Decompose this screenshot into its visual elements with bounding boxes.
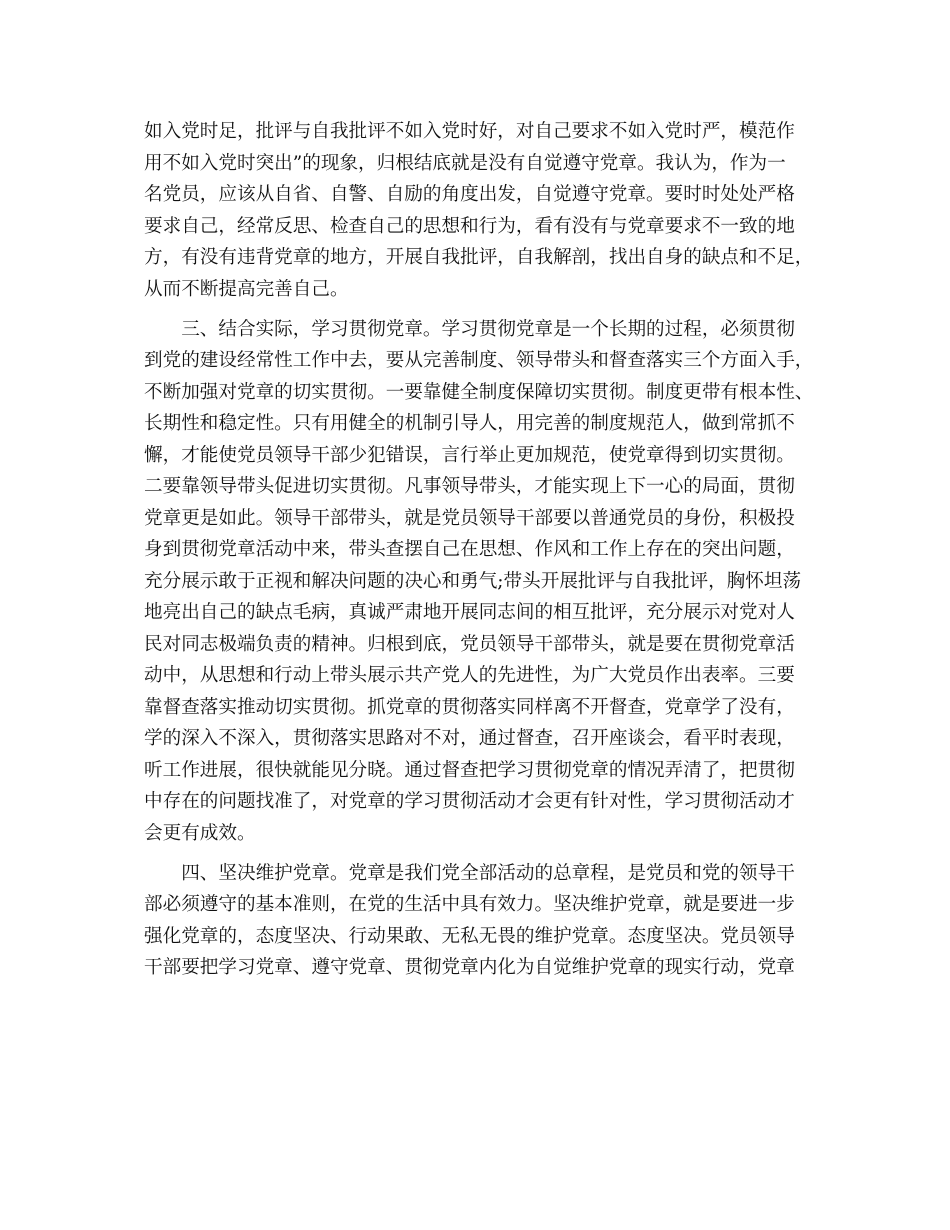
text-line: 靠督查落实推动切实贯彻。抓党章的贯彻落实同样离不开督查，党章学了没有，	[144, 696, 795, 718]
text-line: 部必须遵守的基本准则，在党的生活中具有效力。坚决维护党章，就是要进一步	[144, 894, 795, 915]
text-line: 干部要把学习党章、遵守党章、贯彻党章内化为自觉维护党章的现实行动，党章	[144, 957, 795, 978]
text-line: 党章更是如此。领导干部带头，就是党员领导干部要以普通党员的身份，积极投	[144, 507, 795, 529]
text-line: 听工作进展，很快就能见分晓。通过督查把学习贯彻党章的情况弄清了，把贯彻	[144, 759, 795, 781]
paragraph	[144, 858, 814, 984]
text-line: 要求自己，经常反思、检查自己的思想和行为，看有没有与党章要求不一致的地	[144, 215, 795, 237]
text-line: 名党员，应该从自省、自警、自励的角度出发，自觉遵守党章。要时时处处严格	[144, 184, 795, 205]
text-line: 方，有没有违背党章的地方，开展自我批评，自我解剖，找出自身的缺点和不足，	[144, 247, 814, 268]
paragraph	[144, 116, 814, 305]
paragraph	[144, 314, 814, 850]
paragraph-spacer	[144, 305, 814, 314]
text-line: 四、坚决维护党章。党章是我们党全部活动的总章程，是党员和党的领导干	[144, 862, 795, 884]
text-line: 中存在的问题找准了，对党章的学习贯彻活动才会更有针对性，学习贯彻活动才	[144, 791, 795, 812]
text-line: 会更有成效。	[144, 822, 256, 844]
text-line: 到党的建设经常性工作中去，要从完善制度、领导带头和督查落实三个方面入手，	[144, 350, 814, 371]
text-line: 用不如入党时突出”的现象，归根结底就是没有自觉遵守党章。我认为，作为一	[144, 152, 786, 174]
text-line: 动中，从思想和行动上带头展示共产党人的先进性，为广大党员作出表率。三要	[144, 665, 795, 686]
text-line: 身到贯彻党章活动中来，带头查摆自己在思想、作风和工作上存在的突出问题，	[144, 539, 795, 560]
text-line: 民对同志极端负责的精神。归根到底，党员领导干部带头，就是要在贯彻党章活	[144, 633, 795, 655]
document-body	[144, 116, 814, 984]
text-line: 从而不断提高完善自己。	[144, 278, 349, 300]
text-line: 学的深入不深入，贯彻落实思路对不对，通过督查，召开座谈会，看平时表现，	[144, 728, 795, 749]
text-line: 长期性和稳定性。只有用健全的机制引导人，用完善的制度规范人，做到常抓不	[144, 413, 795, 434]
text-line: 懈，才能使党员领导干部少犯错误，言行举止更加规范，使党章得到切实贯彻。	[144, 444, 795, 466]
paragraph-spacer	[144, 849, 814, 858]
text-line: 地亮出自己的缺点毛病，真诚严肃地开展同志间的相互批评，充分展示对党对人	[144, 602, 795, 623]
text-line: 充分展示敢于正视和解决问题的决心和勇气;带头开展批评与自我批评，胸怀坦荡	[144, 570, 802, 592]
text-line: 强化党章的，态度坚决、行动果敢、无私无畏的维护党章。态度坚决。党员领导	[144, 925, 795, 947]
text-line: 二要靠领导带头促进切实贯彻。凡事领导带头，才能实现上下一心的局面，贯彻	[144, 476, 795, 497]
text-line: 不断加强对党章的切实贯彻。一要靠健全制度保障切实贯彻。制度更带有根本性、	[144, 381, 814, 403]
text-line: 如入党时足，批评与自我批评不如入党时好，对自己要求不如入党时严，模范作	[144, 121, 795, 142]
text-line: 三、结合实际，学习贯彻党章。学习贯彻党章是一个长期的过程，必须贯彻	[144, 318, 795, 340]
